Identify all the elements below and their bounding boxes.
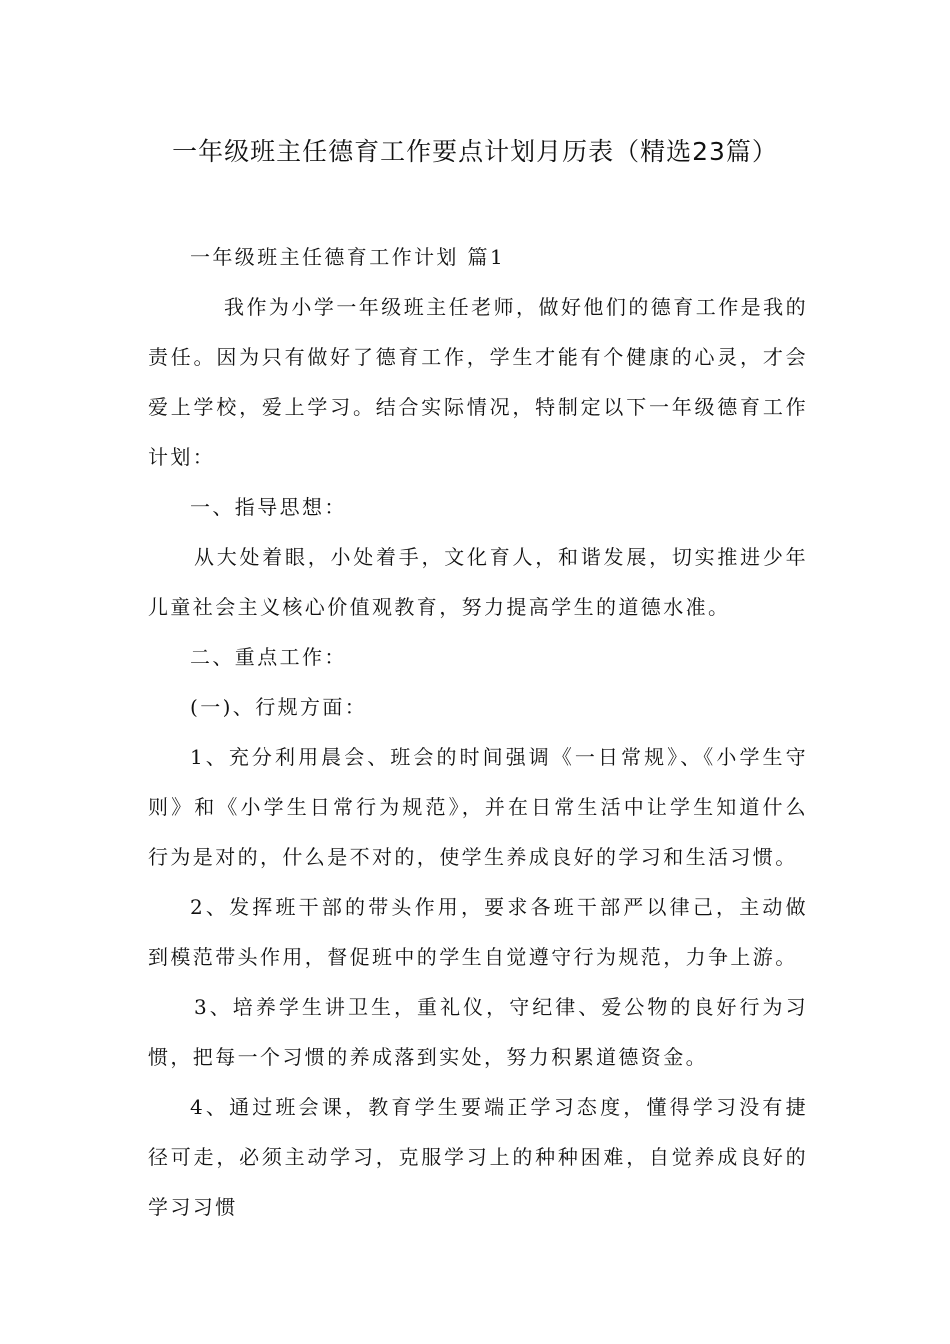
guiding-ideology-heading: 一、指导思想： — [190, 495, 347, 519]
list-item-1: 1、充分利用晨会、班会的时间强调《一日常规》、《小学生守则》和《小学生日常行为规范》，并在日常生活中让学生知道什么行为是对的，什么是不对的，使学生养成良好的学习和生活习惯。 — [148, 745, 808, 869]
guiding-ideology-paragraph: 从大处着眼，小处着手，文化育人，和谐发展，切实推进少年儿童社会主义核心价值观教育，努力提高学生的道德水准。 — [148, 545, 808, 619]
key-work-heading: 二、重点工作： — [190, 645, 347, 669]
intro-paragraph: 我作为小学一年级班主任老师，做好他们的德育工作是我的责任。因为只有做好了德育工作，学生才能有个健康的心灵，才会爱上学校，爱上学习。结合实际情况，特制定以下一年级德育工作计划： — [148, 295, 808, 469]
document-title: 一年级班主任德育工作要点计划月历表（精选23篇） — [172, 137, 778, 166]
list-item-3: 3、培养学生讲卫生，重礼仪，守纪律、爱公物的良好行为习惯，把每一个习惯的养成落到实处，努力积累道德资金。 — [148, 995, 808, 1069]
list-item-2: 2、发挥班干部的带头作用，要求各班干部严以律己，主动做到模范带头作用，督促班中的学生自觉遵守行为规范，力争上游。 — [148, 895, 808, 969]
list-item-4: 4、通过班会课，教育学生要端正学习态度，懂得学习没有捷径可走，必须主动学习，克服学习上的种种困难，自觉养成良好的学习习惯 — [148, 1095, 808, 1219]
document-body — [148, 232, 808, 1232]
conduct-heading: (一)、行规方面： — [190, 695, 368, 719]
section-title: 一年级班主任德育工作计划 篇1 — [190, 245, 506, 269]
